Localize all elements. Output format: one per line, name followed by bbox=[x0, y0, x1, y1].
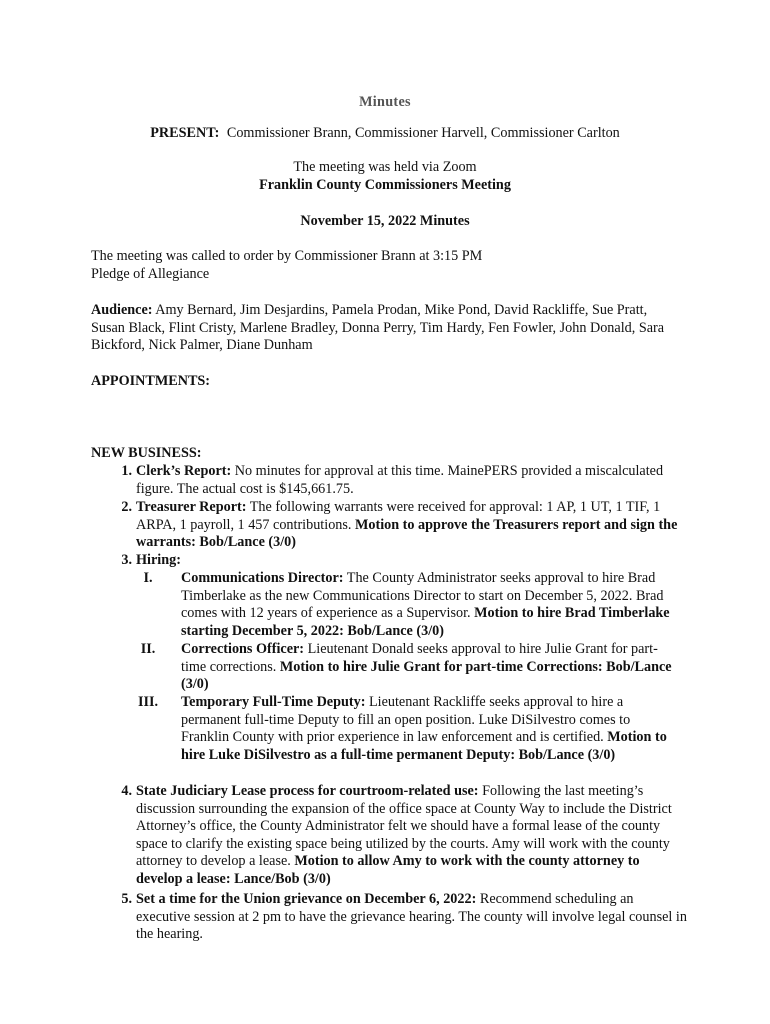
hiring-item bbox=[136, 694, 676, 764]
meeting-name: Franklin County Commissioners Meeting bbox=[259, 177, 511, 193]
pledge-line: Pledge of Allegiance bbox=[91, 266, 210, 282]
date-line: November 15, 2022 Minutes bbox=[300, 213, 470, 229]
hiring-text: Lieutenant Donald seeks approval to hire Julie Grant for part-time corrections. bbox=[181, 641, 658, 675]
zoom-line: The meeting was held via Zoom bbox=[293, 159, 477, 175]
page-title: Minutes bbox=[359, 94, 411, 110]
list-item bbox=[108, 463, 688, 498]
hiring-label: Corrections Officer: bbox=[181, 641, 305, 657]
hiring-motion: Motion to hire Julie Grant for part-time Corrections: Bob/Lance (3/0) bbox=[181, 658, 672, 693]
hiring-item bbox=[136, 570, 676, 640]
item-text: The following warrants were received for approval: 1 AP, 1 UT, 1 TIF, 1 ARPA, 1 payroll, 1 457 contributions. bbox=[136, 499, 661, 533]
hiring-motion: Motion to hire Luke DiSilvestro as a full-time permanent Deputy: Bob/Lance (3/0) bbox=[181, 729, 667, 763]
hiring-text: The County Administrator seeks approval to hire Brad Timberlake as the new Communications Director to start on December 5, 2022. Brad comes with 12 years of experience as a Supervisor. bbox=[181, 570, 664, 622]
audience-text: Amy Bernard, Jim Desjardins, Pamela Prodan, Mike Pond, David Rackliffe, Sue Pratt, Susan Black, Flint Cristy, Marlene Bradley, Donna Perry, Tim Hardy, Fen Fowler, John Donald, Sara Bickford, Nick Palmer, Diane Dunham bbox=[91, 302, 665, 354]
list-item bbox=[108, 783, 688, 889]
item-label: Clerk’s Report: bbox=[136, 463, 232, 479]
hiring-number: II. bbox=[140, 641, 156, 657]
hiring-label: Communications Director: bbox=[181, 570, 344, 586]
list-item bbox=[108, 891, 688, 944]
item-text: Recommend scheduling an executive session at 2 pm to have the grievance hearing. The county will involve legal counsel in the hearing. bbox=[136, 891, 687, 943]
audience-paragraph bbox=[91, 302, 681, 355]
appointments-heading: APPOINTMENTS: bbox=[91, 373, 211, 389]
hiring-number: I. bbox=[143, 570, 153, 586]
hiring-number: III. bbox=[137, 694, 159, 710]
item-number: 4. bbox=[121, 783, 132, 799]
item-number: 2. bbox=[121, 499, 132, 515]
called-to-order-line: The meeting was called to order by Commissioner Brann at 3:15 PM bbox=[91, 248, 483, 264]
present-text: Commissioner Brann, Commissioner Harvell, Commissioner Carlton bbox=[226, 125, 620, 141]
item-label: Hiring: bbox=[136, 552, 181, 568]
list-item bbox=[108, 552, 688, 570]
item-label: Treasurer Report: bbox=[136, 499, 247, 515]
item-text: Following the last meeting’s discussion surrounding the expansion of the office space at County Way to include the District Attorney’s office, the County Administrator felt we should have a formal lease of the county space to clarify the existing space being utilized by the courts. Amy will work with the county attorney to develop a lease. bbox=[136, 783, 672, 870]
present-label: PRESENT: bbox=[150, 125, 220, 141]
item-label: Set a time for the Union grievance on December 6, 2022: bbox=[136, 891, 477, 907]
new-business-heading: NEW BUSINESS: bbox=[91, 445, 202, 461]
hiring-item bbox=[136, 641, 676, 694]
item-label: State Judiciary Lease process for courtroom-related use: bbox=[136, 783, 479, 799]
present-line bbox=[0, 125, 770, 143]
hiring-label: Temporary Full-Time Deputy: bbox=[181, 694, 366, 710]
audience-label: Audience: bbox=[91, 302, 153, 318]
hiring-motion: Motion to hire Brad Timberlake starting December 5, 2022: Bob/Lance (3/0) bbox=[181, 605, 670, 639]
item-motion: Motion to allow Amy to work with the county attorney to develop a lease: Lance/Bob (3/0) bbox=[136, 853, 640, 887]
hiring-text: Lieutenant Rackliffe seeks approval to hire a permanent full-time Deputy to fill an open position. Luke DiSilvestro comes to Franklin County with prior experience in law enforcement and is certified. bbox=[181, 694, 631, 746]
item-number: 3. bbox=[121, 552, 132, 568]
item-number: 1. bbox=[121, 463, 132, 479]
item-motion: Motion to approve the Treasurers report and sign the warrants: Bob/Lance (3/0) bbox=[136, 516, 678, 551]
list-item bbox=[108, 499, 688, 552]
item-text: No minutes for approval at this time. MainePERS provided a miscalculated figure. The actual cost is $145,661.75. bbox=[136, 463, 664, 497]
item-number: 5. bbox=[121, 891, 132, 907]
